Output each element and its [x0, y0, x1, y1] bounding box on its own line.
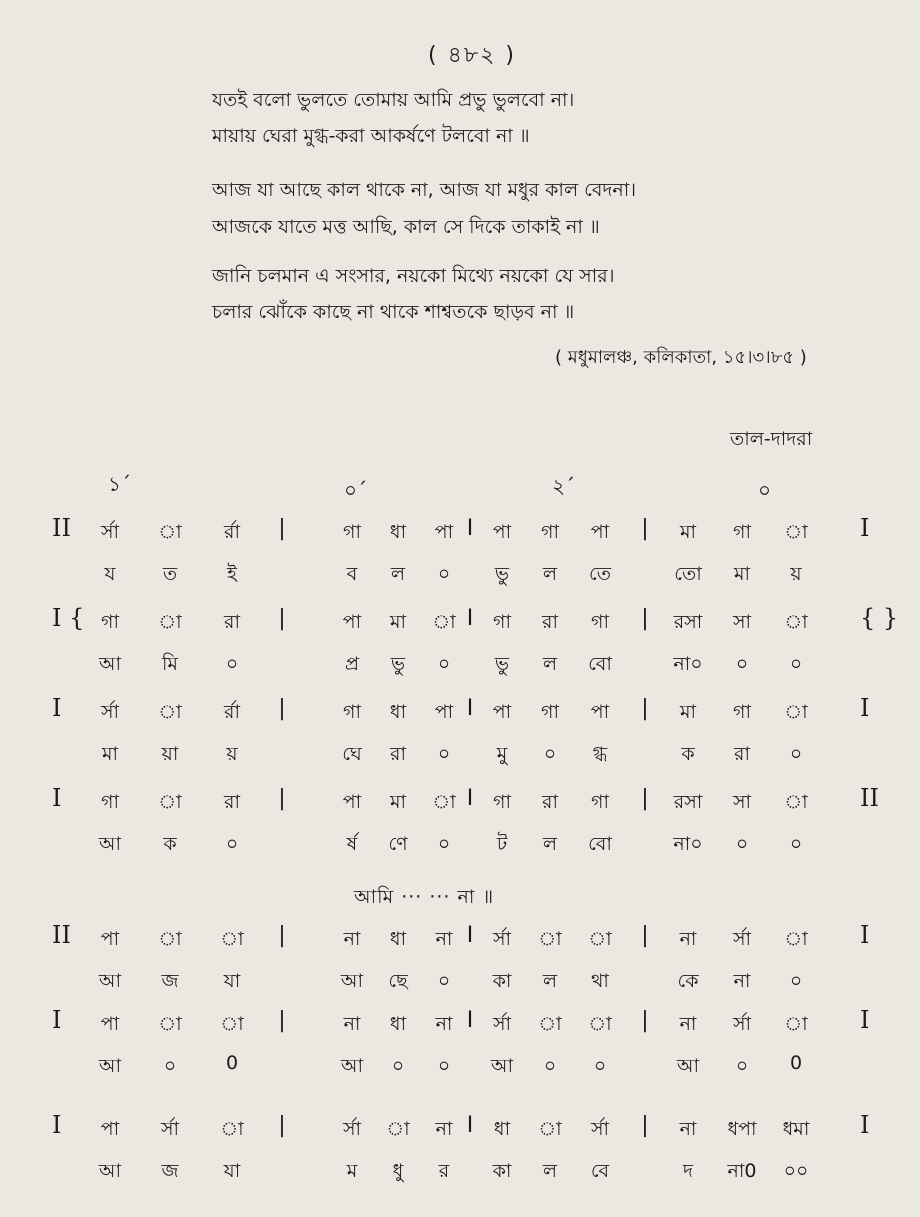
lyric-syllable: না০ — [673, 833, 703, 855]
bar-line: I — [466, 516, 474, 541]
lyric-syllable: ০ — [735, 653, 749, 675]
lyric-syllable: আ — [340, 970, 364, 992]
row-start-mark: I — [52, 1111, 62, 1139]
lyric-syllable: তো — [674, 563, 702, 585]
lyric-syllable: আ — [98, 653, 122, 675]
swara-note: পা — [342, 791, 362, 813]
lyric-syllable: কা — [492, 1160, 512, 1182]
lyric-syllable: ল — [542, 653, 558, 675]
beat-mark: ০´ — [344, 478, 368, 502]
lyric-syllable: ০ — [789, 743, 803, 765]
lyric-syllable: য়া — [161, 743, 179, 765]
swara-note: গা — [101, 791, 119, 813]
source-citation: ( মধুমালঞ্চ, কলিকাতা, ১৫।৩।৮৫ ) — [555, 347, 807, 368]
lyric-syllable: ল — [390, 563, 406, 585]
swara-note: না — [679, 1118, 697, 1140]
row-start-mark: I — [52, 1006, 62, 1034]
bar-line: | — [278, 786, 286, 811]
row-start-mark: I { — [52, 604, 85, 632]
swara-note: মা — [679, 521, 697, 543]
swara-note: ধা — [389, 521, 407, 543]
lyric-syllable: যা — [223, 970, 241, 992]
lyric-syllable: ০ — [163, 1055, 177, 1077]
bar-line: I — [466, 1113, 474, 1138]
bar-line: | — [278, 923, 286, 948]
lyric-syllable: তে — [589, 563, 611, 585]
swara-note: পা — [492, 521, 512, 543]
lyric-syllable: ০ — [437, 833, 451, 855]
lyric-syllable: ম — [346, 1160, 358, 1182]
swara-note: ধা — [389, 1013, 407, 1035]
lyric-line: চলার ঝোঁকে কাছে না থাকে শাশ্বতকে ছাড়ব না ॥ — [212, 301, 575, 323]
bar-line: | — [278, 696, 286, 721]
lyric-syllable: ব — [346, 563, 358, 585]
tal-label: তাল-দাদরা — [730, 428, 813, 450]
lyric-syllable: ল — [542, 970, 558, 992]
bar-line: | — [641, 1008, 649, 1033]
row-end-mark: I — [860, 514, 870, 542]
lyric-line: জানি চলমান এ সংসার, নয়কো মিথ্যে নয়কো যে সার। — [212, 265, 615, 287]
swara-note: া — [432, 791, 456, 813]
swara-note: পা — [100, 1118, 120, 1140]
swara-note: র্সা — [160, 1118, 180, 1140]
lyric-syllable: ০ — [225, 653, 239, 675]
swara-note: না — [343, 1013, 361, 1035]
refrain-marker: আমি ··· ··· না ॥ — [354, 886, 495, 908]
lyric-line: আজ যা আছে কাল থাকে না, আজ যা মধুর কাল বেদনা। — [212, 179, 637, 201]
lyric-syllable: আ — [98, 970, 122, 992]
row-end-mark: II — [860, 784, 879, 812]
lyric-syllable: আ — [676, 1055, 700, 1077]
swara-note: মা — [389, 791, 407, 813]
swara-note: ধমা — [782, 1118, 810, 1140]
swara-note: র্সা — [732, 928, 752, 950]
swara-note: া — [158, 791, 182, 813]
beat-mark: ০ — [758, 478, 772, 502]
bar-line: I — [466, 1008, 474, 1033]
lyric-syllable: মু — [496, 743, 508, 765]
swara-note: া — [784, 791, 808, 813]
lyric-syllable: দ — [683, 1160, 693, 1182]
bar-line: | — [641, 923, 649, 948]
swara-note: র্সা — [732, 1013, 752, 1035]
row-end-mark: { } — [860, 604, 899, 632]
lyric-line: মায়ায় ঘেরা মুগ্ধ-করা আকর্ষণে টলবো না ॥ — [212, 125, 530, 147]
swara-note: া — [784, 701, 808, 723]
lyric-syllable: রা — [734, 743, 750, 765]
bar-line: | — [641, 606, 649, 631]
swara-note: ধা — [389, 701, 407, 723]
lyric-syllable: ০ — [789, 833, 803, 855]
bar-line: | — [278, 1008, 286, 1033]
swara-note: পা — [100, 928, 120, 950]
swara-note: সা — [732, 791, 752, 813]
lyric-syllable: ০ — [735, 833, 749, 855]
swara-note: া — [784, 1013, 808, 1035]
bar-line: I — [466, 923, 474, 948]
lyric-syllable: বো — [588, 653, 612, 675]
lyric-syllable: ক — [681, 743, 695, 765]
lyric-syllable: ০ — [735, 1055, 749, 1077]
lyric-syllable: ল — [542, 833, 558, 855]
swara-note: রা — [542, 791, 558, 813]
lyric-syllable: র — [438, 1160, 450, 1182]
swara-note: গা — [343, 701, 361, 723]
swara-note: পা — [342, 611, 362, 633]
swara-note: র্সা — [492, 928, 512, 950]
lyric-syllable: মি — [162, 653, 178, 675]
swara-note: পা — [434, 521, 454, 543]
swara-note: া — [784, 928, 808, 950]
row-end-mark: I — [860, 1006, 870, 1034]
swara-note: া — [158, 928, 182, 950]
swara-note: া — [158, 521, 182, 543]
lyric-syllable: প্র — [344, 653, 360, 675]
swara-note: পা — [492, 701, 512, 723]
swara-note: া — [158, 701, 182, 723]
swara-note: ধা — [493, 1118, 511, 1140]
swara-note: র্সা — [100, 701, 120, 723]
swara-note: পা — [590, 701, 610, 723]
swara-note: গা — [101, 611, 119, 633]
beat-mark: ১´ — [108, 472, 131, 496]
swara-note: া — [538, 1118, 562, 1140]
lyric-syllable: আ — [98, 1055, 122, 1077]
swara-note: া — [386, 1118, 410, 1140]
bar-line: | — [641, 1113, 649, 1138]
swara-note: র্সা — [590, 1118, 610, 1140]
bar-line: | — [641, 696, 649, 721]
swara-note: র্সা — [492, 1013, 512, 1035]
lyric-syllable: ল — [542, 563, 558, 585]
lyric-syllable: আ — [490, 1055, 514, 1077]
swara-note: না — [679, 928, 697, 950]
swara-note: া — [220, 1013, 244, 1035]
bar-line: I — [466, 606, 474, 631]
row-start-mark: II — [52, 921, 71, 949]
lyric-syllable: ঘে — [342, 743, 362, 765]
swara-note: া — [588, 1013, 612, 1035]
row-start-mark: II — [52, 514, 71, 542]
beat-mark: ২´ — [552, 474, 576, 498]
lyric-line: আজকে যাতে মত্ত আছি, কাল সে দিকে তাকাই না ॥ — [212, 216, 600, 238]
swara-note: গা — [733, 701, 751, 723]
lyric-syllable: ল — [542, 1160, 558, 1182]
bar-line: | — [641, 786, 649, 811]
swara-note: র্রা — [224, 521, 240, 543]
swara-note: রসা — [673, 791, 703, 813]
swara-note: না — [343, 928, 361, 950]
lyric-syllable: জ — [161, 970, 179, 992]
swara-note: া — [158, 1013, 182, 1035]
swara-note: পা — [434, 701, 454, 723]
lyric-syllable: থা — [591, 970, 609, 992]
lyric-syllable: জ — [161, 1160, 179, 1182]
lyric-syllable: ০ — [437, 653, 451, 675]
lyric-syllable: আ — [340, 1055, 364, 1077]
bar-line: | — [278, 1113, 286, 1138]
swara-note: ধপা — [727, 1118, 757, 1140]
lyric-syllable: ভু — [494, 563, 510, 585]
lyric-syllable: য় — [790, 563, 802, 585]
swara-note: রা — [224, 791, 240, 813]
lyric-syllable: ০ — [593, 1055, 607, 1077]
lyric-syllable: ০ — [543, 743, 557, 765]
swara-note: মা — [679, 701, 697, 723]
swara-note: র্সা — [342, 1118, 362, 1140]
swara-note: রা — [224, 611, 240, 633]
lyric-syllable: র্ষ — [346, 833, 358, 855]
lyric-syllable: ট — [496, 833, 508, 855]
swara-note: গা — [541, 701, 559, 723]
page-number: ( ৪৮২ ) — [428, 43, 517, 68]
lyric-syllable: ধু — [392, 1160, 404, 1182]
lyric-syllable: ভু — [494, 653, 510, 675]
lyric-syllable: রা — [390, 743, 406, 765]
lyric-syllable: গ্ধ — [592, 743, 608, 765]
swara-note: গা — [493, 791, 511, 813]
swara-note: না — [435, 1118, 453, 1140]
lyric-syllable: যা — [223, 1160, 241, 1182]
lyric-syllable: ০ — [391, 1055, 405, 1077]
bar-line: | — [278, 606, 286, 631]
swara-note: গা — [493, 611, 511, 633]
swara-note: রা — [542, 611, 558, 633]
swara-note: র্সা — [100, 521, 120, 543]
swara-note: পা — [590, 521, 610, 543]
lyric-syllable: না০ — [673, 653, 703, 675]
lyric-syllable: ০ — [789, 653, 803, 675]
swara-note: গা — [541, 521, 559, 543]
lyric-syllable: য় — [226, 743, 238, 765]
swara-note: না — [435, 928, 453, 950]
lyric-syllable: না — [733, 970, 751, 992]
lyric-syllable: ভু — [390, 653, 406, 675]
swara-note: ধা — [389, 928, 407, 950]
lyric-syllable: ০ — [437, 743, 451, 765]
lyric-syllable: আ — [98, 833, 122, 855]
swara-note: া — [784, 521, 808, 543]
row-end-mark: I — [860, 1111, 870, 1139]
lyric-syllable: য — [104, 563, 116, 585]
lyric-syllable: ০০ — [783, 1160, 809, 1182]
bar-line: | — [641, 516, 649, 541]
lyric-syllable: ক — [163, 833, 177, 855]
lyric-syllable: বে — [590, 1160, 610, 1182]
row-end-mark: I — [860, 921, 870, 949]
bar-line: I — [466, 696, 474, 721]
swara-note: া — [220, 928, 244, 950]
lyric-syllable: ই — [227, 563, 237, 585]
swara-note: া — [432, 611, 456, 633]
swara-note: া — [158, 611, 182, 633]
lyric-syllable: 0 — [789, 1052, 803, 1074]
lyric-syllable: ০ — [789, 970, 803, 992]
lyric-syllable: ০ — [437, 1055, 451, 1077]
swara-note: না — [679, 1013, 697, 1035]
swara-note: া — [220, 1118, 244, 1140]
swara-note: মা — [389, 611, 407, 633]
swara-note: র্রা — [224, 701, 240, 723]
swara-note: া — [538, 1013, 562, 1035]
lyric-syllable: ণে — [388, 833, 408, 855]
swara-note: রসা — [673, 611, 703, 633]
lyric-syllable: মা — [101, 743, 119, 765]
swara-note: না — [435, 1013, 453, 1035]
lyric-syllable: বো — [588, 833, 612, 855]
bar-line: I — [466, 786, 474, 811]
lyric-syllable: মা — [733, 563, 751, 585]
lyric-syllable: আ — [98, 1160, 122, 1182]
swara-note: গা — [591, 611, 609, 633]
swara-note: া — [538, 928, 562, 950]
lyric-syllable: ত — [162, 563, 178, 585]
swara-note: গা — [343, 521, 361, 543]
lyric-syllable: ০ — [437, 563, 451, 585]
lyric-syllable: না0 — [727, 1160, 757, 1182]
lyric-syllable: কা — [492, 970, 512, 992]
row-start-mark: I — [52, 694, 62, 722]
swara-note: া — [588, 928, 612, 950]
row-start-mark: I — [52, 784, 62, 812]
swara-note: সা — [732, 611, 752, 633]
lyric-syllable: ছে — [388, 970, 408, 992]
lyric-syllable: ০ — [543, 1055, 557, 1077]
swara-note: া — [784, 611, 808, 633]
lyric-syllable: ০ — [225, 833, 239, 855]
bar-line: | — [278, 516, 286, 541]
row-end-mark: I — [860, 694, 870, 722]
lyric-line: যতই বলো ভুলতে তোমায় আমি প্রভু ভুলবো না। — [212, 89, 575, 111]
lyric-syllable: ০ — [437, 970, 451, 992]
lyric-syllable: 0 — [225, 1052, 239, 1074]
lyric-syllable: কে — [677, 970, 699, 992]
swara-note: গা — [733, 521, 751, 543]
swara-note: পা — [100, 1013, 120, 1035]
swara-note: গা — [591, 791, 609, 813]
